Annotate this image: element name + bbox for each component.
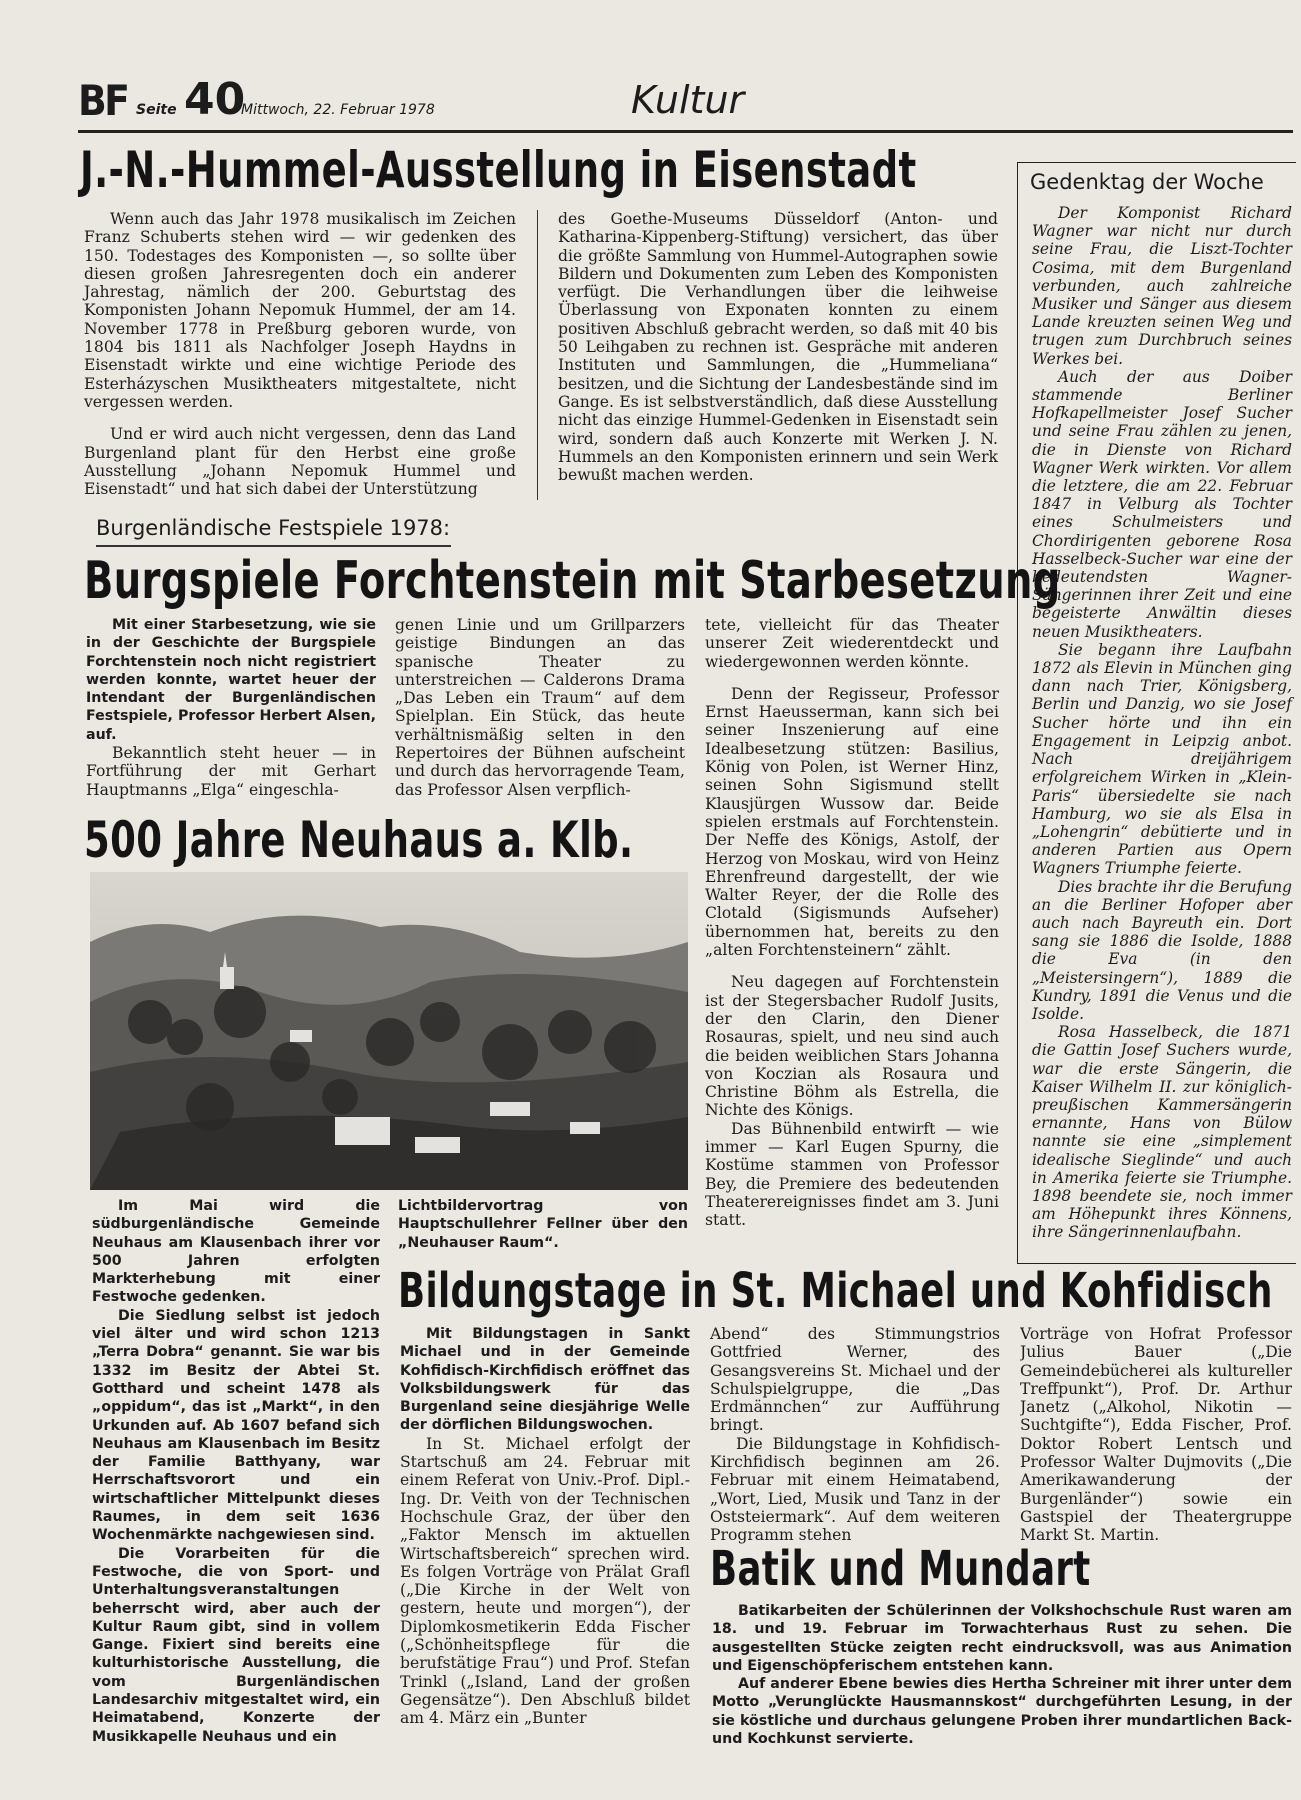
headline-hummel: J.-N.-Hummel-Ausstellung in Eisenstadt xyxy=(80,141,917,199)
paragraph: Der Komponist Richard Wagner war nicht nur durch seine Frau, die Liszt-Tochter Cosima, mit dem Burgenland verbunden, auch zahlreiche Musiker und Sänger aus diesem Lande kreuzten seinen Weg und trugen zum Durchbruch seines Werkes bei. xyxy=(1032,204,1292,368)
sidebar-title: Gedenktag der Woche xyxy=(1030,170,1264,194)
paragraph: genen Linie und um Grillparzers geistige Bindungen an das spanische Theater zu unterstreichen — Calderons Drama „Das Leben ein Traum“ auf dem Spielplan. Ein Stück, das heute verhältnismäßig selten in den Repertoires der Bühnen aufscheint und durch das hervorragende Team, das Professor Alsen verpflich- xyxy=(395,616,685,799)
paragraph: Batikarbeiten der Schülerinnen der Volkshochschule Rust waren am 18. und 19. Februar im Torwachterhaus Rust zu sehen. Die ausgestellten Stücke zeigten recht eindrucksvoll, was aus Animation und Eigenschöpferischem entstehen kann. xyxy=(712,1603,1292,1674)
paragraph: Auf anderer Ebene bewies dies Hertha Schreiner mit ihrer unter dem Motto „Verunglückte Hausmannskost“ durchgeführten Lesung, in der sie köstliche und durchaus gelungene Proben ihrer mundartlichen Back- und Kochkunst servierte. xyxy=(712,1676,1292,1748)
paragraph: Denn der Regisseur, Professor Ernst Haeusserman, kann sich bei seiner Inszenierung auf eine Idealbesetzung stützen: Basilius, König von Polen, ist Werner Hinz, seinen Sohn Sigismund stellt Klausjürgen Wussow dar. Beide spielen erstmals auf Forchtenstein. Der Neffe des Königs, Astolf, der Herzog von Moskau, wird von Heinz Ehrenfreund dargestellt, der wie Walter Reyer, der die Rolle des Clotald (Sigismunds Aufseher) übernommen hat, bereits zu den „alten Forchtensteinern“ zählt. xyxy=(705,684,999,960)
paragraph: Neu dagegen auf Forchtenstein ist der Stegersbacher Rudolf Jusits, der den Clarin, den Diener Rosauras, spielt, und neu sind auch die beiden weiblichen Stars Johanna von Koczian als Rosaura und Christine Böhm als Estrella, die Nichte des Königs. xyxy=(705,973,999,1120)
kicker-rule xyxy=(96,545,451,547)
festspiele-col-2 xyxy=(395,616,685,799)
hummel-col-1 xyxy=(84,210,516,498)
bildung-col-2 xyxy=(710,1325,1000,1545)
issue-date: Mittwoch, 22. Februar 1978 xyxy=(241,102,435,118)
festspiele-col-1 xyxy=(86,616,376,799)
paragraph: Auch der aus Doiber stammende Berliner Hofkapellmeister Josef Sucher und seine Frau zählen zu jenen, die in Dienste von Richard Wagner Werk wirkten. Vor allem die letztere, die am 22. Februar 1847 in Velburg als Tochter eines Schulmeisters und Chordirigenten geborene Rosa Hasselbeck-Sucher war eine der bedeutendsten Wagner-Sängerinnen ihrer Zeit und eine begeisterte Anwältin dieses neuen Musiktheaters. xyxy=(1032,367,1292,641)
paragraph: des Goethe-Museums Düsseldorf (Anton- und Katharina-Kippenberg-Stiftung) versichert, das über die größte Sammlung von Hummel-Autographen sowie Bildern und Dokumenten zum Leben des Komponisten verfügt. Die Verhandlungen über die leihweise Überlassung von Exponaten konnten zu einem positiven Abschluß gebracht werden, so daß mit 40 bis 50 Leihgaben zu rechnen ist. Gespräche mit anderen Instituten und Sammlungen, die „Hummeliana“ besitzen, und die Sichtung der Landesbestände sind im Gange. Es ist selbstverständlich, daß diese Ausstellung nicht das einzige Hummel-Gedenken in Eisenstadt sein wird, sondern daß auch Konzerte mit Werken J. N. Hummels an den Komponisten erinnern und sein Werk bewußt machen werden. xyxy=(558,210,998,485)
neuhaus-col-1 xyxy=(92,1197,380,1746)
paragraph: Wenn auch das Jahr 1978 musikalisch im Zeichen Franz Schuberts stehen wird — wir gedenken des 150. Todestages des Komponisten —, so sollte über diesen großen Jahresregenten doch ein anderer Jahrestag, nämlich der 200. Geburtstag des Komponisten Johann Nepomuk Hummel, der am 14. November 1778 in Preßburg geboren wurde, von 1804 bis 1811 als Nachfolger Joseph Haydns in Eisenstadt wirkte und eine wichtige Periode des Esterházyschen Musiktheaters mitgestaltete, nicht vergessen werden. xyxy=(84,210,516,411)
paragraph: Die Siedlung selbst ist jedoch viel älter und wird schon 1213 „Terra Dobra“ genannt. Sie war bis 1332 im Besitz der Abtei St. Gotthard und scheint 1478 als „oppidum“, das ist „Markt“, in den Urkunden auf. Ab 1607 befand sich Neuhaus am Klausenbach im Besitz der Familie Batthyany, war Herrschaftsvorort und ein wirtschaftlicher Mittelpunkt dieses Raumes, in dem seit 1636 Wochenmärkte nachgewiesen sind. xyxy=(92,1307,380,1544)
paragraph: Die Vorarbeiten für die Festwoche, die von Sport- und Unterhaltungsveranstaltungen beherrscht wird, aber auch der Kultur Raum gibt, sind in vollem Gange. Fixiert sind bereits eine kulturhistorische Ausstellung, die vom Burgenländischen Landesarchiv mitgestaltet wird, ein Heimatabend, Konzerte der Musikkapelle Neuhaus und ein xyxy=(92,1545,380,1745)
paragraph: Das Bühnenbild entwirft — wie immer — Karl Eugen Spurny, die Kostüme stammen von Professor Bey, die Premiere des bedeutenden Theaterereignisses findet am 3. Juni statt. xyxy=(705,1119,999,1230)
paragraph: Abend“ des Stimmungstrios Gottfried Werner, des Gesangsvereins St. Michael und der Schulspielgruppe, die „Das Erdmännchen“ zur Aufführung bringt. xyxy=(710,1325,1000,1435)
paragraph: Sie begann ihre Laufbahn 1872 als Elevin in München ging dann nach Trier, Königsberg, Berlin und Danzig, wo sie Josef Sucher hörte und ihn ein Engagement in Leipzig anbot. Nach dreijährigem erfolgreichem Wirken in „Klein-Paris“ übersiedelte sie nach Hamburg, wo sie als Elsa in „Lohengrin“ debütierte und in anderen Partien aus Opern Wagners Triumphe feierte. xyxy=(1032,640,1292,878)
sidebar-text xyxy=(1032,204,1292,1242)
logo: BF xyxy=(78,76,128,125)
batik-text xyxy=(712,1602,1292,1748)
village-photo xyxy=(90,872,688,1190)
headline-batik: Batik und Mundart xyxy=(710,1541,1091,1597)
paragraph: Rosa Hasselbeck, die 1871 die Gattin Josef Suchers wurde, war die erste Sängerin, die Kaiser Wilhelm II. zur königlich-preußischen Kammersängerin ernannte, Hans von Bülow nannte sie eine „simplement idealische Sieglinde“ und auch in Amerika feierte sie Triumphe. 1898 beendete sie, noch immer am Höhepunkt ihres Könnens, ihre Sängerinnenlaufbahn. xyxy=(1032,1023,1292,1242)
paragraph: Lichtbildervortrag von Hauptschullehrer Fellner über den „Neuhauser Raum“. xyxy=(398,1198,688,1251)
paragraph: In St. Michael erfolgt der Startschuß am 24. Februar mit einem Referat von Univ.-Prof. Dipl.-Ing. Dr. Veith von der Technischen Hochschule Graz, der über den „Faktor Mensch im aktuellen Wirtschaftsbereich“ sprechen wird. Es folgen Vorträge von Prälat Grafl („Die Kirche in der Welt von gestern, heute und morgen“), der Diplomkosmetikerin Edda Fischer („Schönheitspflege für die berufstätige Frau“) und Prof. Stefan Trinkl („Island, Land der großen Gegensätze“). Den Abschluß bildet am 4. März ein „Bunter xyxy=(400,1434,690,1728)
hummel-col-2 xyxy=(558,210,998,484)
headline-neuhaus: 500 Jahre Neuhaus a. Klb. xyxy=(84,811,634,869)
paragraph: Dies brachte ihr die Berufung an die Berliner Hofoper aber auch nach Bayreuth ein. Dort sang sie 1886 die Isolde, 1888 die Eva (in den „Meistersingern“), 1889 die Kundry, 1891 die Venus und die Isolde. xyxy=(1032,877,1292,1023)
section-title: Kultur xyxy=(631,78,745,122)
page-label: Seite xyxy=(136,102,177,118)
bildung-col-3 xyxy=(1020,1325,1292,1545)
paragraph: Und er wird auch nicht vergessen, denn das Land Burgenland plant für den Herbst eine große Ausstellung „Johann Nepomuk Hummel und Eisenstadt“ und hat sich dabei der Unterstützung xyxy=(84,425,516,499)
paragraph: Im Mai wird die südburgenländische Gemeinde Neuhaus am Klausenbach ihrer vor 500 Jahren erfolgten Markterhebung mit einer Festwoche gedenken. xyxy=(92,1198,380,1306)
lead-paragraph: Mit einer Starbesetzung, wie sie in der Geschichte der Burgspiele Forchtenstein noch nicht registriert werden konnte, wartet heuer der Intendant der Burgenländischen Festspiele, Professor Herbert Alsen, auf. xyxy=(86,617,376,743)
column-rule xyxy=(537,210,538,500)
kicker-festspiele: Burgenländische Festspiele 1978: xyxy=(96,516,451,540)
headline-bildungstage: Bildungstage in St. Michael und Kohfidisch xyxy=(398,1263,1273,1319)
neuhaus-col-2 xyxy=(398,1197,688,1252)
page-number: 40 xyxy=(184,74,246,125)
paragraph: Vorträge von Hofrat Professor Julius Bauer („Die Gemeindebücherei als kultureller Treffpunkt“), Prof. Dr. Arthur Janetz („Alkohol, Nikotin — Suchtgifte“), Edda Fischer, Prof. Doktor Robert Lentsch und Professor Walter Dujmovits („Die Amerikawanderung der Burgenländer“) sowie ein Gastspiel der Theatergruppe Markt St. Martin. xyxy=(1020,1325,1292,1545)
paragraph: Bekanntlich steht heuer — in Fortführung der mit Gerhart Hauptmanns „Elga“ eingeschla- xyxy=(86,744,376,799)
header-rule xyxy=(78,130,1293,133)
lead-paragraph: Mit Bildungstagen in Sankt Michael und in der Gemeinde Kohfidisch-Kirchfidisch eröffnet das Volksbildungswerk für das Burgenland seine diesjährige Welle der dörflichen Bildungswochen. xyxy=(400,1326,690,1434)
masthead xyxy=(78,74,1268,130)
bildung-col-1 xyxy=(400,1325,690,1728)
paragraph: Die Bildungstage in Kohfidisch-Kirchfidisch beginnen am 26. Februar mit einem Heimatabend, „Wort, Lied, Musik und Tanz in der Oststeiermark“. Auf dem weiteren Programm stehen xyxy=(710,1434,1000,1545)
headline-forchtenstein: Burgspiele Forchtenstein mit Starbesetzung xyxy=(84,551,1061,611)
paragraph: tete, vielleicht für das Theater unserer Zeit wiederentdeckt und wiedergewonnen werden könnte. xyxy=(705,616,999,671)
festspiele-col-3 xyxy=(705,616,999,1230)
